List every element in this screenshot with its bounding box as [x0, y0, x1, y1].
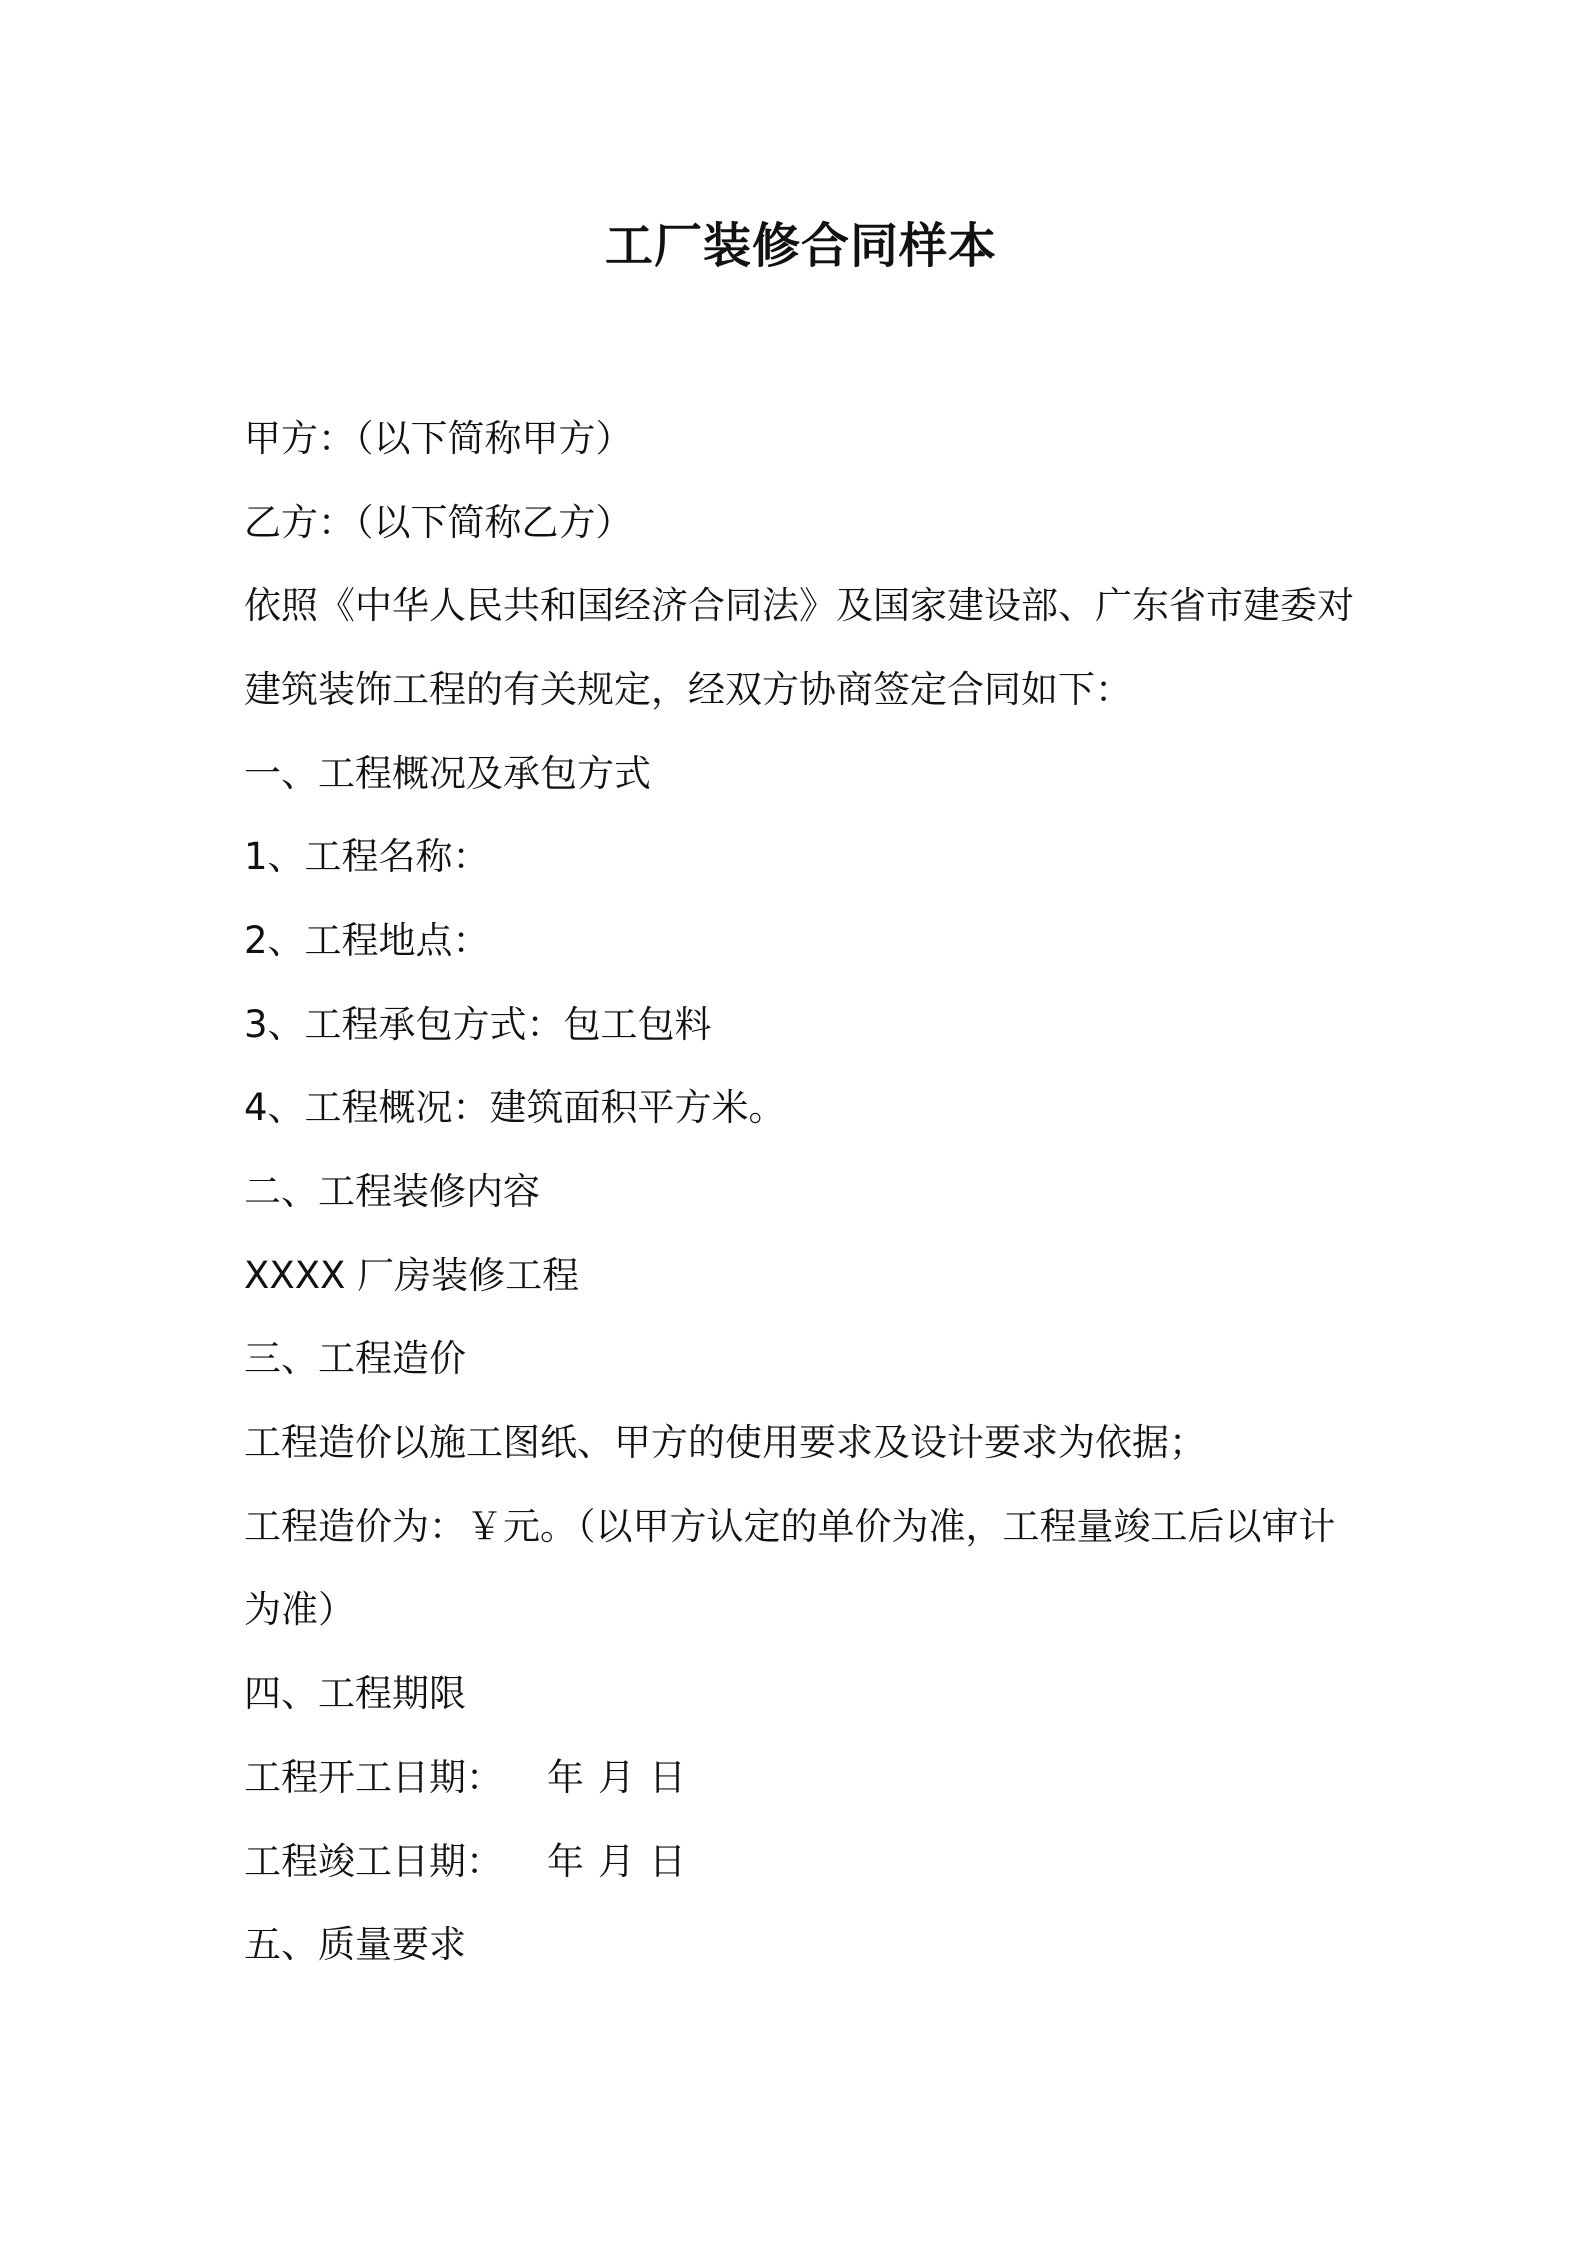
project-name-line: 1、工程名称：: [244, 835, 490, 878]
preamble-line-2: 建筑装饰工程的有关规定，经双方协商签定合同如下：: [244, 668, 1132, 711]
price-basis-line: 工程造价以施工图纸、甲方的使用要求及设计要求为依据；: [244, 1421, 1206, 1464]
preamble-line-1: 依照《中华人民共和国经济合同法》及国家建设部、广东省市建委对: [244, 584, 1354, 627]
section-1-heading: 一、工程概况及承包方式: [244, 752, 651, 795]
section-5-heading: 五、质量要求: [244, 1923, 466, 1966]
start-year-label: 年: [547, 1756, 584, 1799]
price-line-1: 工程造价为：￥元。（以甲方认定的单价为准，工程量竣工后以审计: [244, 1505, 1336, 1548]
renovation-content-line: XXXX 厂房装修工程: [244, 1254, 580, 1297]
start-day-label: 日: [649, 1756, 686, 1799]
document-title: 工厂装修合同样本: [604, 218, 997, 274]
end-year-label: 年: [547, 1840, 584, 1883]
section-2-heading: 二、工程装修内容: [244, 1170, 540, 1213]
start-date-label: 工程开工日期：: [244, 1756, 503, 1799]
end-day-label: 日: [649, 1840, 686, 1883]
project-overview-line: 4、工程概况：建筑面积平方米。: [244, 1086, 786, 1129]
project-location-line: 2、工程地点：: [244, 919, 490, 962]
section-4-heading: 四、工程期限: [244, 1672, 466, 1715]
section-3-heading: 三、工程造价: [244, 1337, 466, 1380]
party-a-line: 甲方：（以下简称甲方）: [244, 417, 633, 460]
end-month-label: 月: [598, 1840, 635, 1883]
contract-method-line: 3、工程承包方式：包工包料: [244, 1003, 712, 1046]
start-date-line: [244, 1752, 686, 1804]
start-month-label: 月: [598, 1756, 635, 1799]
end-date-line: [244, 1836, 686, 1888]
end-date-label: 工程竣工日期：: [244, 1840, 503, 1883]
price-line-2: 为准）: [244, 1588, 355, 1631]
party-b-line: 乙方：（以下简称乙方）: [244, 501, 633, 544]
